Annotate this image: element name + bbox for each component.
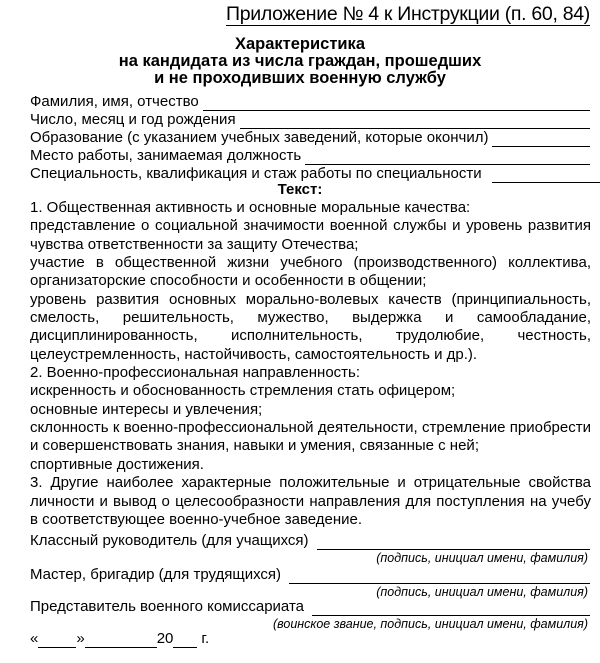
- signature-teacher: [30, 532, 590, 550]
- document-subtitle-line1: на кандидата из числа граждан, прошедших: [118, 52, 482, 70]
- field-full-name: [30, 93, 590, 111]
- date-year-suffix: г.: [201, 630, 210, 647]
- signature-master-label: Мастер, бригадир (для трудящихся): [30, 566, 282, 583]
- paragraph: участие в общественной жизни учебного (производственного) коллектива, организаторские способности и особенности в общении;: [30, 254, 591, 290]
- appendix-reference: Приложение № 4 к Инструкции (п. 60, 84): [226, 3, 590, 25]
- date-close-quote: »: [76, 630, 85, 647]
- field-education: [30, 129, 590, 147]
- signature-teacher-label: Классный руководитель (для учащихся): [30, 532, 309, 549]
- field-full-name-blank: [203, 97, 590, 111]
- signature-master-caption: (подпись, инициал имени, фамилия): [376, 585, 588, 599]
- date-month-blank: [85, 634, 157, 648]
- paragraph: 3. Другие наиболее характерные положительные и отрицательные свойства личности и вывод о целесообразности направления для поступления на учебу в соответствующее военно-учебное заведение.: [30, 474, 591, 528]
- signature-military-rep-caption: (воинское звание, подпись, инициал имени, фамилия): [272, 617, 588, 631]
- field-birth-date-blank: [240, 115, 590, 129]
- date-day-blank: [38, 634, 76, 648]
- signature-master-blank: [289, 570, 590, 584]
- paragraph: уровень развития основных морально-волевых качеств (принципиальность, смелость, решительность, мужество, выдержка и самообладание, дисциплинированность, исполнительность, трудолюбие, честность, целеустремленность, настойчивость, самостоятельность и др.).: [30, 290, 591, 363]
- field-birth-date: [30, 111, 590, 129]
- field-education-blank: [492, 133, 590, 147]
- paragraph: спортивные достижения.: [30, 455, 204, 473]
- signature-military-rep-label: Представитель военного комиссариата: [30, 598, 304, 615]
- signature-teacher-blank: [317, 536, 590, 550]
- field-education-label: Образование (с указанием учебных заведений, которые окончил): [30, 129, 489, 146]
- document-subtitle-line2: и не проходивших военную службу: [154, 69, 446, 87]
- date-year-prefix: 20: [156, 630, 174, 647]
- document-title: Характеристика: [234, 35, 365, 53]
- field-birth-date-label: Число, месяц и год рождения: [30, 111, 236, 128]
- signature-teacher-caption: (подпись, инициал имени, фамилия): [376, 551, 588, 565]
- signature-military-rep: [30, 598, 590, 616]
- date-year-blank: [173, 634, 197, 648]
- text-heading: Текст:: [277, 181, 323, 198]
- field-full-name-label: Фамилия, имя, отчество: [30, 93, 199, 110]
- signature-master: [30, 566, 590, 584]
- paragraph: представление о социальной значимости военной службы и уровень развития чувства ответственности за защиту Отечества;: [30, 217, 591, 253]
- date-open-quote: «: [30, 630, 39, 647]
- field-workplace: [30, 147, 590, 165]
- date-line: [30, 630, 209, 648]
- paragraph: основные интересы и увлечения;: [30, 400, 263, 418]
- signature-military-rep-blank: [312, 602, 590, 616]
- field-workplace-label: Место работы, занимаемая должность: [30, 147, 302, 164]
- paragraph: 1. Общественная активность и основные моральные качества:: [30, 199, 471, 216]
- paragraph: 2. Военно-профессиональная направленность:: [30, 364, 361, 382]
- paragraph: искренность и обоснованность стремления стать офицером;: [30, 382, 456, 400]
- field-workplace-blank: [305, 151, 590, 165]
- paragraph: склонность к военно-профессиональной деятельности, стремление приобрести и совершенствовать знания, навыки и умения, связанные с ней;: [30, 419, 591, 455]
- body-text: [6, 199, 591, 529]
- field-specialty-label: Специальность, квалификация и стаж работы по специальности: [30, 165, 482, 182]
